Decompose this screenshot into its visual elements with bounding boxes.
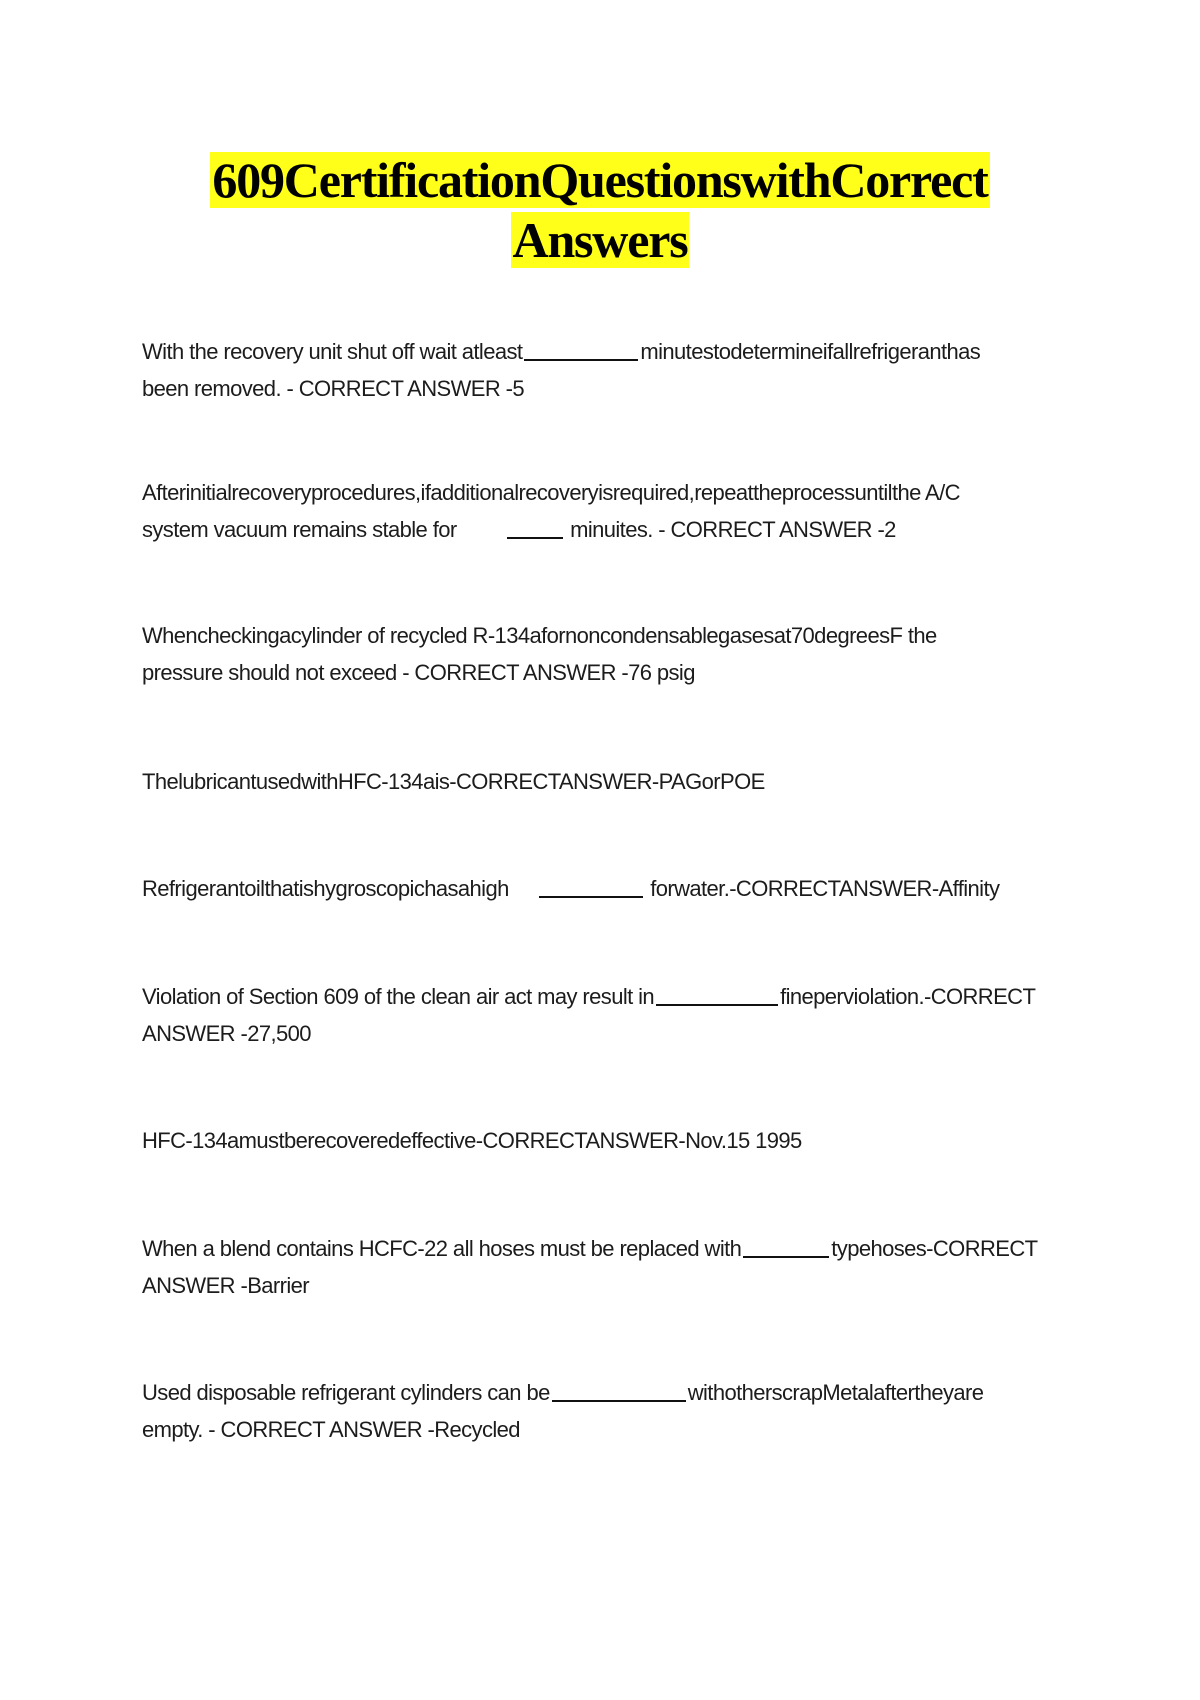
question-8-text: When a blend contains HCFC-22 all hoses must be replaced with: [142, 1236, 742, 1261]
question-3: [142, 617, 1062, 691]
question-9-text-cont: withotherscrapMetalaftertheyare: [687, 1380, 984, 1405]
question-5-answer: forwater.-CORRECTANSWER-Affinity: [650, 876, 1000, 901]
answer-blank: [507, 515, 563, 539]
title-line-2: Answers: [512, 212, 688, 268]
question-9-text: Used disposable refrigerant cylinders can be: [142, 1380, 550, 1405]
question-2-text-cont: system vacuum remains stable for: [142, 517, 457, 542]
question-6-text: Violation of Section 609 of the clean air act may result in: [142, 984, 655, 1009]
question-6-text-cont: fineperviolation.-CORRECT: [780, 984, 1036, 1009]
answer-blank: [743, 1234, 829, 1258]
answer-blank: [552, 1378, 686, 1402]
question-8-answer: ANSWER -Barrier: [142, 1273, 310, 1298]
question-4: [142, 763, 1062, 800]
answer-blank: [524, 337, 638, 361]
question-9-answer: empty. - CORRECT ANSWER -Recycled: [142, 1417, 520, 1442]
question-3-answer: pressure should not exceed - CORRECT ANSWER -76 psig: [142, 660, 695, 685]
question-1-answer: been removed. - CORRECT ANSWER -5: [142, 376, 525, 401]
answer-blank: [656, 982, 778, 1006]
question-7: [142, 1122, 1062, 1159]
answer-blank: [539, 874, 643, 898]
title-line-1: 609CertificationQuestionswithCorrect: [212, 152, 988, 208]
question-2-answer: minuites. - CORRECT ANSWER -2: [570, 517, 896, 542]
question-4-text: ThelubricantusedwithHFC-134ais-CORRECTANSWER-PAGorPOE: [142, 769, 765, 794]
document-title: [0, 150, 1200, 270]
question-9: [142, 1374, 1062, 1448]
question-2: [142, 474, 1062, 548]
question-6: [142, 978, 1062, 1052]
question-6-answer: ANSWER -27,500: [142, 1021, 311, 1046]
question-5-text: Refrigerantoilthatishygroscopichasahigh: [142, 876, 509, 901]
question-8: [142, 1230, 1062, 1304]
question-8-text-cont: typehoses-CORRECT: [831, 1236, 1038, 1261]
question-1: [142, 333, 1062, 407]
question-3-text: Whencheckingacylinder of recycled R-134afornoncondensablegasesat70degreesF the: [142, 623, 937, 648]
question-2-text: Afterinitialrecoveryprocedures,ifadditionalrecoveryisrequired,repeattheprocessuntilthe A/C: [142, 480, 960, 505]
question-7-text: HFC-134amustberecoveredeffective-CORRECTANSWER-Nov.15 1995: [142, 1128, 802, 1153]
question-1-text-cont: minutestodetermineifallrefrigeranthas: [640, 339, 981, 364]
question-1-text: With the recovery unit shut off wait atleast: [142, 339, 523, 364]
question-5: [142, 870, 1062, 907]
